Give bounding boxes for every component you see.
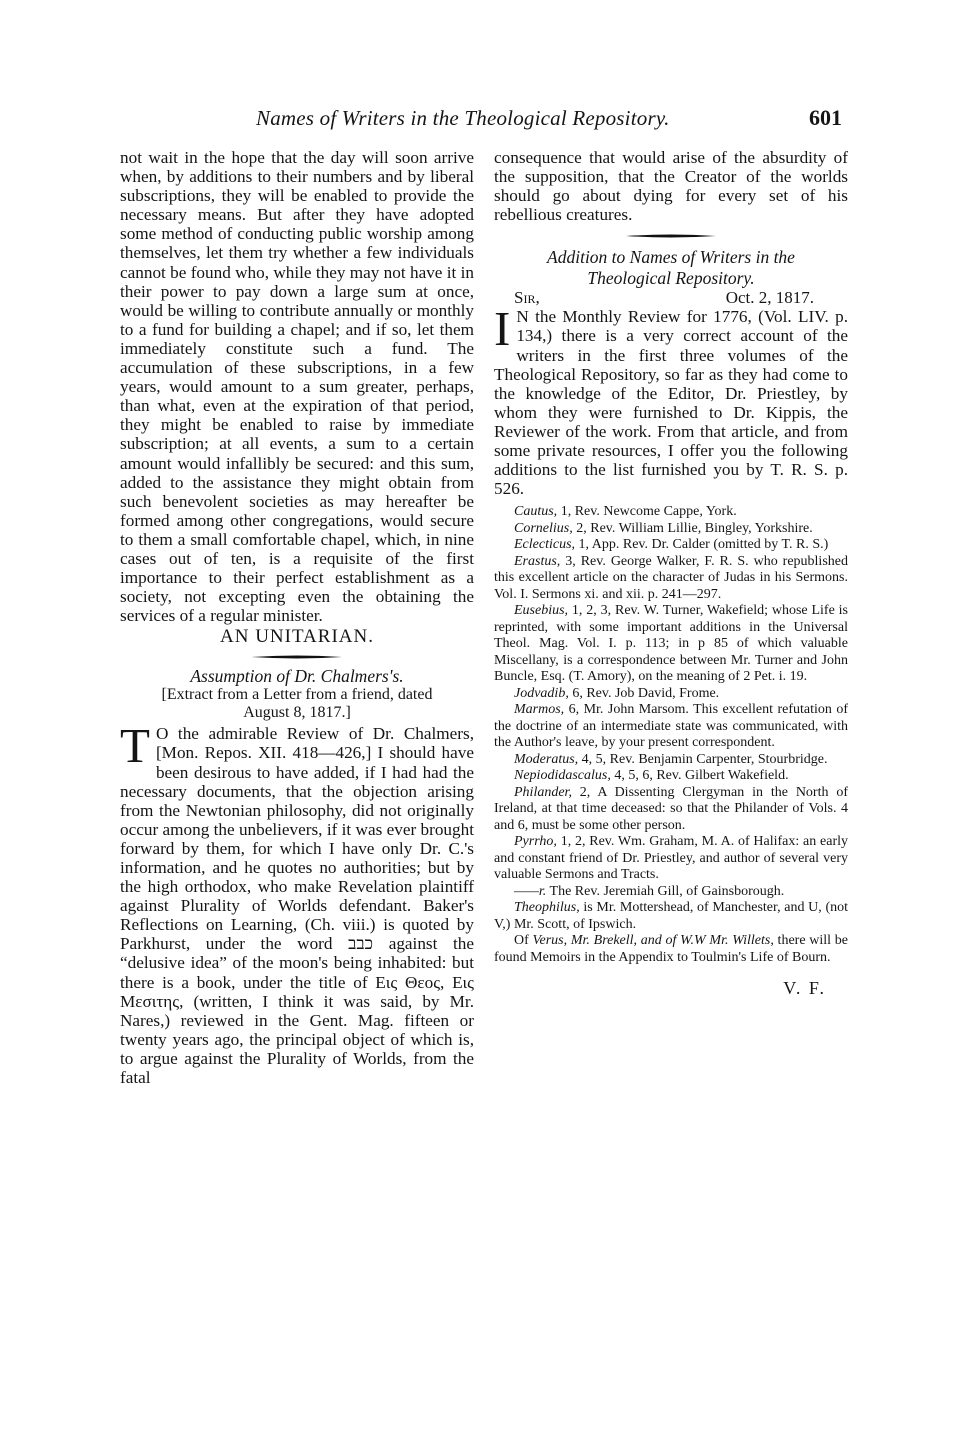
article-title-addition-line2: Theological Repository. (587, 268, 755, 289)
final-note-names: Verus, Mr. Brekell, and of W.W Mr. Willets, (532, 933, 774, 949)
writer-entry (494, 884, 848, 901)
writer-details: is Mr. Mottershead, of Manchester, and U, (not V,) Mr. Scott, of Ipswich. (494, 900, 848, 932)
writer-details: 6, Mr. John Marsom. This excellent refutation of the doctrine of an intermediate state was communicated, with the Author's leave, by your present correspondent. (494, 702, 848, 751)
writer-pseudonym: Jodvadib, (514, 685, 569, 701)
drop-cap-t: T (120, 718, 150, 774)
page-header (120, 106, 842, 140)
salutation: Sir, (514, 288, 540, 308)
writer-pseudonym: Cautus, (514, 504, 558, 520)
writer-pseudonym: Erastus, (514, 553, 561, 569)
writer-entry (494, 603, 848, 686)
writer-pseudonym: Cornelius, (514, 520, 573, 536)
writer-details: 1, Rev. Newcome Cappe, York. (557, 504, 737, 520)
running-title: Names of Writers in the Theological Repository. (256, 106, 670, 130)
final-note-prefix: Of (514, 933, 533, 949)
chalmers-article-body (120, 718, 474, 1088)
writer-entry (494, 785, 848, 835)
section-divider-right (626, 234, 716, 238)
writer-details: 3, Rev. George Walker, F. R. S. who republished this excellent article on the character of Judas in his Sermons. Vol. I. Sermons xi. and xii. p. 241—297. (494, 553, 848, 602)
article-title-chalmers: Assumption of Dr. Chalmers's. (190, 666, 404, 687)
writer-details: 6, Rev. Job David, Frome. (568, 685, 720, 701)
writer-pseudonym: Marmos, (514, 702, 565, 718)
writer-entry (494, 900, 848, 933)
section-divider (252, 655, 342, 659)
writer-details: 4, 5, 6, Rev. Gilbert Wakefield. (610, 768, 789, 784)
writer-entry (494, 752, 848, 769)
writer-entry (494, 768, 848, 785)
final-note-rest: there will be found Memoirs in the Appendix to Toulmin's Life of Bourn. (494, 933, 848, 965)
writer-pseudonym: Eclecticus, (514, 537, 576, 553)
chalmers-body-text: O the admirable Review of Dr. Chalmers, [Mon. Repos. XII. 418—426,] I should have been desirous to have added, if I had had the necessary documents, that the objection arising from the Newtonian philosophy, did not originally occur among the unbelievers, if it was ever brought forward by them, for which I have only Dr. C.'s information, and he quotes no authorities; but by the high orthodox, who make Revelation plaintiff against Plurality of Worlds defendant. Baker's Reflections on Learning, (Ch. viii.) is quoted by Parkhurst, under the word כבב against the “delusive idea” of the moon's being inhabited: but there is a book, under the title of Εις Θεος, Εις Μεσιτης, (written, I think it was said, by Mr. Nares,) reviewed in the Gent. Mag. fifteen or twenty years ago, the principal object of which is, to argue against the Plurality of Worlds, from the fatal (120, 724, 474, 1088)
writer-entry (494, 702, 848, 752)
writer-pseudonym: Nepiodidascalus, (514, 768, 611, 784)
writer-entry (494, 504, 848, 521)
continued-paragraph: not wait in the hope that the day will soon arrive when, by additions to their numbers and by liberal subscriptions, they will be enabled to provide the necessary means. But after they have adopted some method of conducting public worship among themselves, let them try whether a few individuals cannot be found who, while they may not have it in their power to pay down a large sum at once, would be willing to contribute annually or monthly to a fund for building a chapel; and if so, let them immediately constitute such a fund. The accumulation of these subscriptions, in a few years, would amount to a sum greater, perhaps, than what, even at the expiration of that period, they might be enabled to raise by immediate subscription; at all events, a sum to a certain amount would infallibly be secured: and this sum, added to the assistance they might obtain from such benevolent societies as may hereafter be formed among other congregations, would secure to them a small comfortable chapel, which, in nine cases out of ten, is a requisite of the first importance to their perfect establishment as a society, not excepting even the obtaining the services of a regular minister. (120, 148, 474, 626)
writer-details: 1, App. Rev. Dr. Calder (omitted by T. R. S.) (575, 537, 829, 553)
writer-entry (494, 686, 848, 703)
writer-pseudonym: ——r. (514, 883, 547, 899)
continued-paragraph-right: consequence that would arise of the absurdity of the supposition, that the Creator of the worlds should go about dying for every set of his rebellious creatures. (494, 148, 848, 225)
signature-unitarian: AN UNITARIAN. (220, 626, 374, 648)
letter-date: Oct. 2, 1817. (725, 288, 814, 308)
salutation-line (494, 288, 848, 307)
addition-article-body (494, 301, 848, 499)
writer-details: 2, Rev. William Lillie, Bingley, Yorkshire. (572, 520, 813, 536)
writer-pseudonym: Theophilus, (514, 900, 580, 916)
article-title-addition-line1: Addition to Names of Writers in the (547, 247, 795, 268)
signature-vf: V. F. (783, 978, 826, 999)
writer-pseudonym: Moderatus, (514, 751, 579, 767)
writer-pseudonym: Pyrrho, (514, 834, 557, 850)
writer-details: 1, 2, Rev. Wm. Graham, M. A. of Halifax: an early and constant friend of Dr. Priestley, and author of several very valuable Sermons and Tracts. (494, 834, 848, 883)
writer-entry (494, 521, 848, 538)
writer-entry (494, 554, 848, 604)
writer-entry (494, 537, 848, 554)
left-column (120, 148, 474, 1087)
writer-entries-list (494, 504, 848, 933)
writer-entry (494, 834, 848, 884)
page-number: 601 (809, 105, 842, 130)
final-note (494, 933, 848, 966)
writer-details: 4, 5, Rev. Benjamin Carpenter, Stourbridge. (578, 751, 828, 767)
extract-note-line1: [Extract from a Letter from a friend, dated (161, 686, 433, 704)
drop-cap-i: I (494, 301, 511, 357)
writer-details: 1, 2, 3, Rev. W. Turner, Wakefield; whose Life is reprinted, with some important additions in the Universal Theol. Mag. Vol. I. p. 113; in p 85 of which valuable Miscellany, is a correspondence between Mr. Turner and John Buncle, Esq. (T. Amory), on the meaning of 2 Pet. i. 19. (494, 603, 848, 685)
addition-body-text: N the Monthly Review for 1776, (Vol. LIV. p. 134,) there is a very correct account of the writers in the first three volumes of the Theological Repository, so far as they had come to the knowledge of the Editor, Dr. Priestley, by whom they were furnished to Dr. Kippis, the Reviewer of the work. From that article, and from some private resources, I offer you the following additions to the list furnished you by T. R. S. p. 526. (494, 307, 848, 499)
writer-pseudonym: Philander, (514, 784, 572, 800)
writer-details: The Rev. Jeremiah Gill, of Gainsborough. (546, 883, 785, 899)
writer-details: 2, A Dissenting Clergyman in the North of Ireland, at that time deceased: so that the Philander of Vols. 4 and 6, must be some other person. (494, 784, 848, 833)
right-column (494, 148, 848, 999)
extract-note-line2: August 8, 1817.] (243, 704, 351, 722)
writer-pseudonym: Eusebius, (514, 603, 569, 619)
